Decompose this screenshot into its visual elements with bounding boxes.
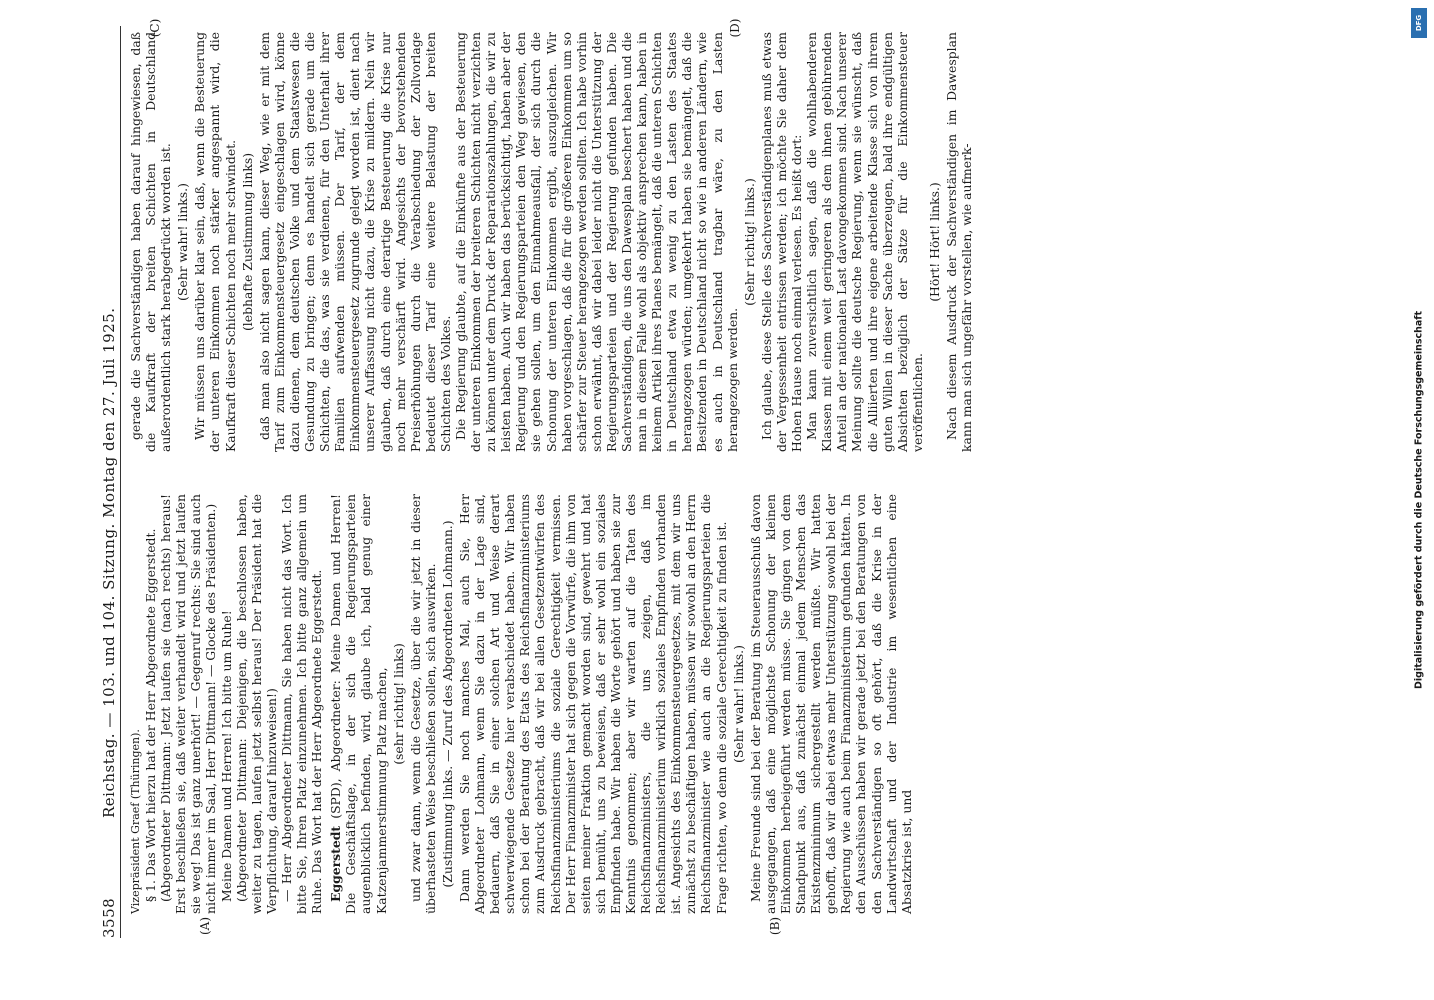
left-column [128,494,914,914]
presiding-officer: Vizepräsident Graef (Thüringen). [129,729,142,914]
paragraph: und zwar dann, wenn die Gesetze, über die wir jetzt in dieser überhasteten Weise beschließen sollen, sich auswirken. [407,494,438,914]
interjection: (Zustimmung links. — Zuruf des Abgeordneten Lohmann.) [439,520,455,888]
speaker-paragraph [328,494,388,914]
interjection: (Sehr wahr! links.) [175,183,191,301]
paragraph: gerade die Sachverständigen haben darauf hingewiesen, daß die Kaufkraft der breiten Schichten in Deutschland außerordentlich stark herabgedrückt worden ist. [128,32,174,452]
margin-marker-b: (B) [768,916,782,936]
paragraph: Ich glaube, diese Stelle des Sachverständigenplanes muß etwas der Vergessenheit entrissen werden; ich möchte Sie daher dem Hohen Hause noch einmal verlesen. Es heißt dort: [758,32,805,452]
paragraph: Meine Freunde sind bei der Beratung im Steuerausschuß davon ausgegangen, daß eine möglichste Schonung der kleinen Einkommen herbeigeführt werden müsse. Sie gingen von dem Standpunkt aus, daß zunächst einmal jedem Menschen das Existenzminimum sichergestellt werden müßte. Wir hatten gehofft, daß wir dabei etwas mehr Unterstützung sowohl bei der Regierung wie auch beim Finanzministerium gefunden hätten. In den Ausschüssen haben wir gerade jetzt bei den Beratungen von den Sachverständigen so oft gehört, daß die Krise in der Landwirtschaft und der Industrie im wesentlichen eine Absatzkrise ist, und [747,494,914,914]
paragraph: Die Regierung glaubte, auf die Einkünfte aus der Besteuerung der unteren Einkommen der breiteren Schichten nicht verzichten zu können unter dem Druck der Reparationszahlungen, die wir zu leisten haben. Auch wir haben das berücksichtigt, haben aber der Regierung und den Regierungsparteien den Weg gewiesen, den sie gehen sollen, um den Einnahmeausfall, der sich durch die Schonung der unteren Einkommen ergibt, auszugleichen. Wir haben vorgeschlagen, daß die für die größeren Einkommen um so schärfer zur Steuer herangezogen werden sollten. Ich habe vorhin schon erwähnt, daß wir dabei leider nicht die Unterstützung der Regierungsparteien und der Regierung gefunden haben. Die Sachverständigen, die uns den Dawesplan beschert haben und die man in diesem Falle wohl als objektiv ansprechen kann, haben in keinem Artikel ihres Planes bemängelt, daß die unteren Schichten in Deutschland etwa zu wenig zu den Lasten des Staates herangezogen würden; umgekehrt haben sie bemängelt, daß die Besitzenden in Deutschland nicht so wie in anderen Ländern, wie es auch in Deutschland tragbar wäre, zu den Lasten herangezogen werden. [452,32,740,452]
interjection: (sehr richtig! links) [390,643,406,765]
paragraph: Nach diesem Ausdruck der Sachverständigen im Dawesplan kann man sich ungefähr vorstellen, wie aufmerk- [943,32,975,452]
interjection: (Sehr wahr! links.) [730,645,746,763]
paragraph: Man kann zuversichtlich sagen, daß die wohlhabenderen Klassen mit einem weit geringeren als dem ihnen gebührenden Anteil an der nationalen Last davongekommen sind. Nach unserer Meinung sollte die deutsche Regierung, wenn sie wünscht, daß die Alliierten und ihre eigene arbeitende Klasse sich von ihrem guten Willen in dieser Sache überzeugen, bald ihre endgültigen Absichten bezüglich der Sätze für die Einkommensteuer veröffentlichen. [804,32,925,452]
digitization-note: Digitalisierung gefördert durch die Deutsche Forschungsgemeinschaft [1413,311,1425,689]
speaker-name: Eggerstedt [328,825,344,902]
interjection: (Hört! Hört! links.) [926,182,942,302]
paragraph: Wir müssen uns darüber klar sein, daß, wenn die Besteuerung der unteren Einkommen noch stärker angespannt wird, die Kaufkraft dieser Schichten noch mehr schwindet. [192,32,238,452]
interjection: (lebhafte Zustimmung links) [239,152,255,332]
margin-marker-a: (A) [198,916,212,936]
dfg-logo: DFG [1411,8,1427,38]
paragraph: — Herr Abgeordneter Dittmann, Sie haben nicht das Wort. Ich bitte Sie, Ihren Platz einzunehmen. Ich bitte ganz allgemein um Ruhe. Das Wort hat der Herr Abgeordnete Eggerstedt. [278,494,325,914]
header-rule [120,26,121,938]
margin-marker-c: (C) [148,18,162,38]
page-title: Reichstag. — 103. und 104. Sitzung. Montag den 27. Juli 1925. [100,307,118,818]
speech-text: (SPD), Abgeordneter: Meine Damen und Herren! Die Geschäftslage, in der sich die Regierungsparteien augenblicklich befinden, wird, glaube ich, bald genug einer Katzenjammerstimmung Platz machen, [328,494,389,914]
page-number: 3558 [100,897,118,938]
interjection: (Sehr richtig! links.) [741,178,757,306]
digitization-strip [1410,8,1428,992]
rotated-page [88,12,1418,952]
paragraph: § 1. Das Wort hierzu hat der Herr Abgeordnete Eggerstedt. [143,528,159,902]
paragraph: (Abgeordneter Dittmann: Diejenigen, die beschlossen haben, weiter zu tagen, laufen jetzt selbst heraus! Der Präsident hat die Verpflichtung, darauf hinzuweisen!) [233,494,279,914]
page-header [98,28,122,938]
paragraph: (Abgeordneter Dittmann: Jetzt laufen sie (nach rechts) heraus! Erst beschließen sie, daß weiter verhandelt wird und jetzt laufen sie weg! Das ist ganz unerhört! — Gegenruf rechts: Sie sind auch nicht immer im Saal, Herr Dittmann! — Glocke des Präsidenten.) [158,494,219,914]
paragraph: Meine Damen und Herren! Ich bitte um Ruhe! [218,610,234,902]
right-column [128,32,974,452]
paragraph: daß man also nicht sagen kann, dieser Weg, wie er mit dem Tarif zum Einkommensteuergesetz eingeschlagen wird, könne dazu dienen, dem deutschen Volke und dem Staatswesen die Gesundung zu bringen; denn es handelt sich gerade um die Schichten, die das, was sie verdienen, für den Unterhalt ihrer Familien aufwenden müssen. Der Tarif, der dem Einkommensteuergesetz zugrunde gelegt worden ist, dient nach unserer Auffassung nicht dazu, die Krise zu mildern. Nein wir glauben, daß durch eine derartige Besteuerung die Krise nur noch mehr verschärft wird. Angesichts der bevorstehenden Preiserhöhungen durch die Verabschiedung der Zollvorlage bedeutet dieser Tarif eine weitere Belastung der breiten Schichten des Volkes. [256,32,453,452]
margin-marker-d: (D) [728,18,742,38]
paragraph: Dann werden Sie noch manches Mal, auch Sie, Herr Abgeordneter Lohmann, wenn Sie dazu in der Lage sind, bedauern, daß Sie in einer solchen Art und Weise derart schwerwiegende Gesetze hier verabschiedet haben. Wir haben schon bei der Beratung des Etats des Reichsfinanzministeriums zum Ausdruck gebracht, daß wir bei allen Gesetzentwürfen des Reichsfinanzministeriums die soziale Gerechtigkeit vermissen. Der Herr Finanzminister hat sich gegen die Vorwürfe, die ihm von seiten meiner Fraktion gemacht worden sind, gewehrt und hat sich bemüht, uns zu beweisen, daß er sehr wohl ein soziales Empfinden habe. Wir haben die Worte gehört und haben sie zur Kenntnis genommen; aber wir warten auf die Taten des Reichsfinanzministers, die uns zeigen, daß im Reichsfinanzministerium wirklich soziales Empfinden vorhanden ist. Angesichts des Einkommensteuergesetzes, mit dem wir uns zunächst zu beschäftigen haben, müssen wir sowohl an den Herrn Reichsfinanzminister wie auch an die Regierungsparteien die Frage richten, wo denn die soziale Gerechtigkeit zu finden ist. [456,494,729,914]
